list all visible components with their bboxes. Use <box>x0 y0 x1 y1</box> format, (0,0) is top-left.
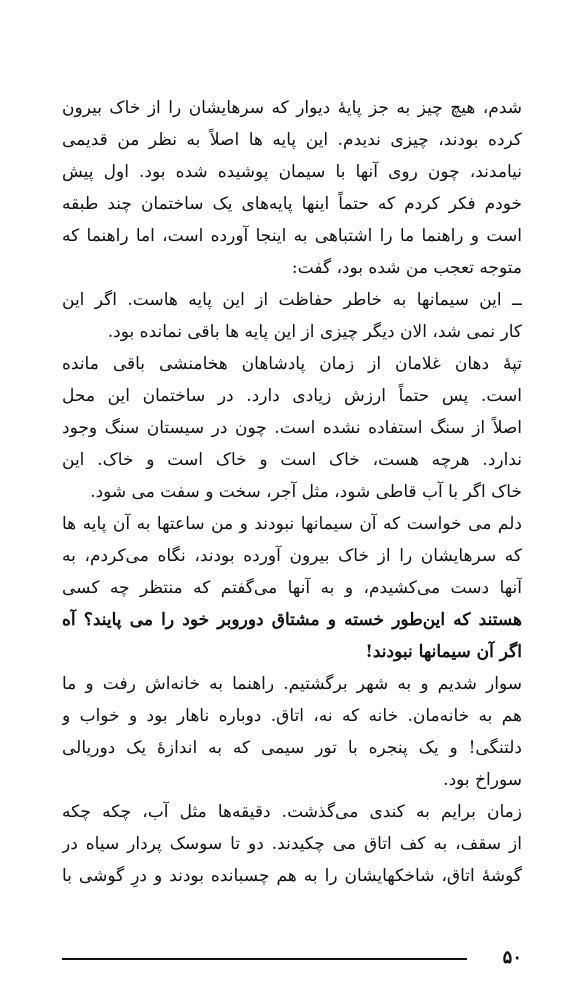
text-line: زمان برایم به کندی می‌گذشت. دقیقه‌ها مثل آب، چکه چکه <box>62 802 522 822</box>
text-line: است. پس حتماً ارزش زیادی دارد. در ساختمان این محل <box>62 386 522 406</box>
text-line: متوجه تعجب من شده بود، گفت: <box>291 258 522 278</box>
text-line: تپهٔ دهان غلامان از زمان پادشاهان هخامنشی باقی مانده <box>62 354 522 374</box>
text-line: ندارد. هرچه هست، خاک است و خاک است و خاک. این <box>62 450 522 470</box>
text-line: کار نمی شد، الان دیگر چیزی از این پایه ها باقی نمانده بود. <box>107 322 522 342</box>
page-body <box>62 92 522 892</box>
text-line: ــ این سیمانها به خاطر حفاظت از این پایه هاست. اگر این <box>62 290 522 310</box>
footer-rule <box>62 958 467 960</box>
text-line: دلم می خواست که آن سیمانها نبودند و من ساعتها به آن پایه ها <box>62 514 522 534</box>
text-line: خودم فکر کردم که حتماً اینها پایه‌های یک ساختمان چند طبقه <box>62 194 522 214</box>
text-line: کرده بودند، چیزی ندیدم. این پایه ها اصلاً به نظر من قدیمی <box>62 130 522 150</box>
text-line: خاک اگر با آب قاطی شود، مثل آجر، سخت و سفت می شود. <box>90 482 522 502</box>
text-line: شدم، هیچ چیز به جز پایهٔ دیوار که سرهایشان را از خاک بیرون <box>62 98 522 118</box>
text-line: دلتنگی! و یک پنجره با تور سیمی که به اندازهٔ یک دوریالی <box>62 738 522 758</box>
page-number: ۵۰ <box>502 947 522 968</box>
text-line: هستند که این‌طور خسته و مشتاق دوروبر خود را می پایند؟ آه <box>62 610 522 630</box>
text-line: نیامدند، چون روی آنها با سیمان پوشیده شده بود. اول پیش <box>62 162 522 182</box>
text-line: که سرهایشان را از خاک بیرون آورده بودند، نگاه می‌کردم، به <box>62 546 522 566</box>
text-line: گوشهٔ اتاق، شاخکهایشان را به هم چسبانده بودند و درِ گوشی با <box>62 866 522 886</box>
text-line: هم به خانه‌مان. خانه که نه، اتاق. دوباره ناهار بود و خواب و <box>62 706 522 726</box>
text-line: اصلاً از سنگ استفاده نشده است. چون در سیستان سنگ وجود <box>62 418 522 438</box>
text-line: از سقف، به کف اتاق می چکیدند. دو تا سوسک پردار سیاه در <box>62 834 522 854</box>
text-line: اگر آن سیمانها نبودند! <box>365 642 522 662</box>
page-footer <box>62 945 522 971</box>
text-line: آنها دست می‌کشیدم، و به آنها می‌گفتم که منتظر چه کسی <box>62 578 522 598</box>
text-line: سوار شدیم و به شهر برگشتیم. راهنما به خانه‌اش رفت و ما <box>62 674 522 694</box>
text-line: سوراخ بود. <box>443 770 522 790</box>
text-line: است و راهنما ما را اشتباهی به اینجا آورده است، اما راهنما که <box>62 226 522 246</box>
